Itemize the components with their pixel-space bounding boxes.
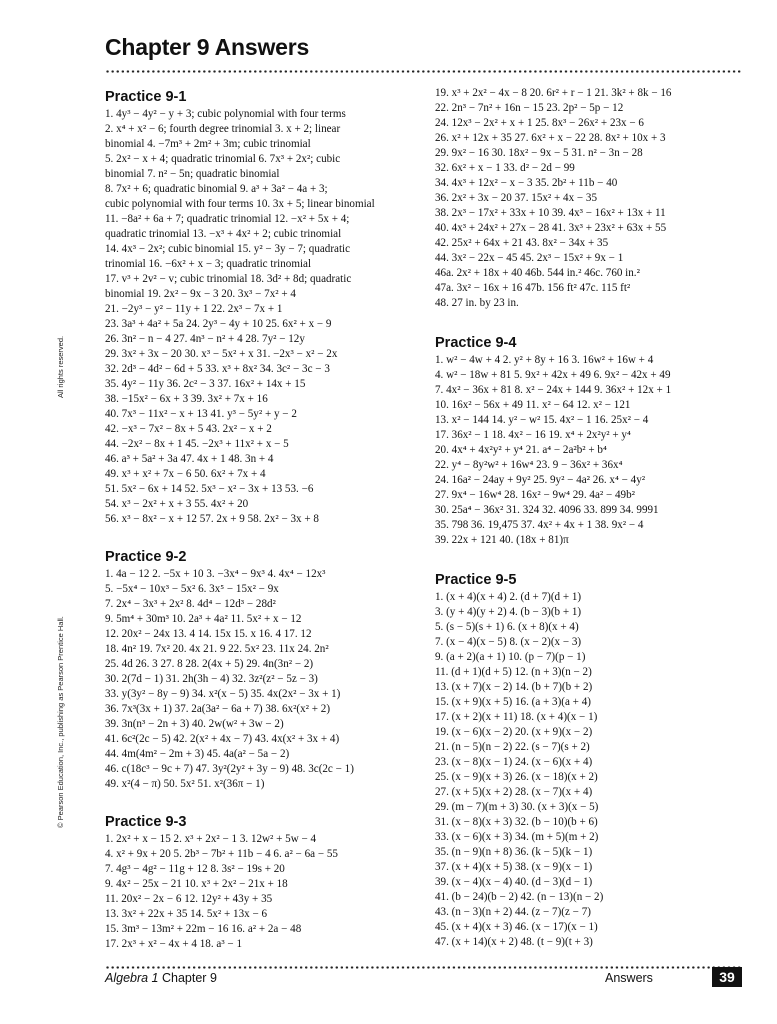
- section-heading: Practice 9-1: [105, 89, 187, 105]
- answer-line: 39. (x − 4)(x − 4) 40. (d − 3)(d − 1): [435, 876, 593, 888]
- answer-line: 11. 20x² − 2x − 6 12. 12y² + 43y + 35: [105, 893, 273, 905]
- answer-line: 35. 4y² − 11y 36. 2c² − 3 37. 16x² + 14x + 15: [105, 378, 306, 390]
- practice-9-4-section: [435, 334, 745, 548]
- answer-line: 11. −8a² + 6a + 7; quadratic trinomial 12. −x² + 5x + 4;: [105, 213, 350, 225]
- answer-line: 27. (x + 5)(x + 2) 28. (x − 7)(x + 4): [435, 786, 593, 798]
- answer-line: 42. −x³ − 7x² − 8x + 5 43. 2x² − x + 2: [105, 423, 272, 435]
- answer-line: 2. x⁴ + x² − 6; fourth degree trinomial 3. x + 2; linear: [105, 123, 341, 135]
- answer-line: 35. (n − 9)(n + 8) 36. (k − 5)(k − 1): [435, 846, 593, 858]
- bottom-dotted-rule: [105, 966, 742, 969]
- section-heading: Practice 9-3: [105, 814, 187, 830]
- answer-line: 1. w² − 4w + 4 2. y² + 8y + 16 3. 16w² + 16w + 4: [435, 354, 654, 366]
- footer-chapter: Chapter 9: [162, 971, 217, 985]
- answer-line: binomial 4. −7m³ + 2m² + 3m; cubic trinomial: [105, 138, 311, 150]
- footer-book-title: Algebra 1: [105, 971, 159, 985]
- answer-line: 31. (x − 8)(x + 3) 32. (b − 10)(b + 6): [435, 816, 598, 828]
- answer-line: 13. 3x² + 22x + 35 14. 5x² + 13x − 6: [105, 908, 268, 920]
- answer-line: 1. 2x² + x − 15 2. x³ + 2x² − 1 3. 12w² + 5w − 4: [105, 833, 317, 845]
- answer-line: 51. 5x² − 6x + 14 52. 5x³ − x² − 3x + 13 53. −6: [105, 483, 314, 495]
- answer-list: [105, 107, 420, 527]
- answer-line: 24. 16a² − 24ay + 9y² 25. 9y² − 4a² 26. x⁴ − 4y²: [435, 474, 646, 486]
- answer-line: 4. x² + 9x + 20 5. 2b³ − 7b² + 11b − 4 6. a² − 6a − 55: [105, 848, 338, 860]
- answer-line: 29. 3x² + 3x − 20 30. x³ − 5x² + x 31. −2x³ − x² − 2x: [105, 348, 338, 360]
- answer-line: 33. (x − 6)(x + 3) 34. (m + 5)(m + 2): [435, 831, 599, 843]
- answer-line: 33. y(3y² − 8y − 9) 34. x²(x − 5) 35. 4x(2x² − 3x + 1): [105, 688, 341, 700]
- top-dotted-rule: [105, 70, 742, 73]
- answer-line: 1. 4a − 12 2. −5x + 10 3. −3x⁴ − 9x³ 4. 4x⁴ − 12x³: [105, 568, 326, 580]
- answer-line: 21. (n − 5)(n − 2) 22. (s − 7)(s + 2): [435, 741, 590, 753]
- answer-line: 1. (x + 4)(x + 4) 2. (d + 7)(d + 1): [435, 591, 582, 603]
- practice-9-2-section: [105, 548, 420, 792]
- right-column: [435, 86, 745, 950]
- answer-line: 39. 3n(n³ − 2n + 3) 40. 2w(w² + 3w − 2): [105, 718, 284, 730]
- answer-list: [435, 86, 745, 311]
- answer-line: 46. c(18c³ − 9c + 7) 47. 3y²(2y² + 3y − 9) 48. 3c(2c − 1): [105, 763, 354, 775]
- answer-line: 54. x³ − 2x² + x + 3 55. 4x² + 20: [105, 498, 249, 510]
- answer-line: 17. v³ + 2v² − v; cubic trinomial 18. 3d² + 8d; quadratic: [105, 273, 352, 285]
- answer-line: 10. 16x² − 56x + 49 11. x² − 64 12. x² − 121: [435, 399, 631, 411]
- footer-book: [105, 971, 217, 985]
- answer-line: 44. 4m(4m² − 2m + 3) 45. 4a(a² − 5a − 2): [105, 748, 290, 760]
- answer-list: [435, 590, 745, 950]
- answer-line: 11. (d + 1)(d + 5) 12. (n + 3)(n − 2): [435, 666, 592, 678]
- answer-line: 3. (y + 4)(y + 2) 4. (b − 3)(b + 1): [435, 606, 582, 618]
- answer-line: 5. −5x⁴ − 10x³ − 5x² 6. 3x⁵ − 15x² − 9x: [105, 583, 279, 595]
- answer-line: 18. 4n² 19. 7x² 20. 4x 21. 9 22. 5x² 23. 11x 24. 2n²: [105, 643, 329, 655]
- answer-line: 9. (a + 2)(a + 1) 10. (p − 7)(p − 1): [435, 651, 586, 663]
- answer-line: 47a. 3x² − 16x + 16 47b. 156 ft² 47c. 115 ft²: [435, 282, 631, 294]
- answer-line: 1. 4y³ − 4y² − y + 3; cubic polynomial with four terms: [105, 108, 346, 120]
- answer-line: 48. 27 in. by 23 in.: [435, 297, 519, 309]
- practice-9-3-continued: [435, 86, 745, 311]
- answer-line: 46. a³ + 5a² + 3a 47. 4x + 1 48. 3n + 4: [105, 453, 274, 465]
- answer-line: 49. x³ + x² + 7x − 6 50. 6x² + 7x + 4: [105, 468, 266, 480]
- answer-line: 7. 2x⁴ − 3x³ + 2x² 8. 4d⁴ − 12d³ − 28d²: [105, 598, 276, 610]
- practice-9-5-section: [435, 571, 745, 950]
- answer-line: 40. 7x³ − 11x² − x + 13 41. y³ − 5y² + y − 2: [105, 408, 297, 420]
- answer-line: 17. 2x³ + x² − 4x + 4 18. a³ − 1: [105, 938, 242, 950]
- answer-line: 46a. 2x² + 18x + 40 46b. 544 in.² 46c. 760 in.²: [435, 267, 640, 279]
- answer-line: 19. (x − 6)(x − 2) 20. (x + 9)(x − 2): [435, 726, 593, 738]
- answer-line: 41. 6c²(2c − 5) 42. 2(x² + 4x − 7) 43. 4x(x² + 3x + 4): [105, 733, 340, 745]
- answer-line: 15. 3m³ − 13m² + 22m − 16 16. a² + 2a − 48: [105, 923, 302, 935]
- answer-line: 29. (m − 7)(m + 3) 30. (x + 3)(x − 5): [435, 801, 599, 813]
- left-column: [105, 88, 420, 952]
- answer-line: trinomial 16. −6x² + x − 3; quadratic trinomial: [105, 258, 312, 270]
- answer-line: binomial 19. 2x² − 9x − 3 20. 3x³ − 7x² + 4: [105, 288, 296, 300]
- answer-list: [105, 832, 420, 952]
- answer-line: 8. 7x² + 6; quadratic binomial 9. a³ + 3a² − 4a + 3;: [105, 183, 328, 195]
- answer-line: 32. 2d³ − 4d² − 6d + 5 33. x³ + 8x² 34. 3c² − 3c − 3: [105, 363, 330, 375]
- answer-line: 14. 4x³ − 2x²; cubic binomial 15. y² − 3y − 7; quadratic: [105, 243, 351, 255]
- answer-line: quadratic trinomial 13. −x³ + 4x² + 2; cubic trinomial: [105, 228, 342, 240]
- answer-line: cubic polynomial with four terms 10. 3x + 5; linear binomial: [105, 198, 375, 210]
- answer-line: 17. (x + 2)(x + 11) 18. (x + 4)(x − 1): [435, 711, 598, 723]
- answer-line: 25. 4d 26. 3 27. 8 28. 2(4x + 5) 29. 4n(3n² − 2): [105, 658, 314, 670]
- answer-line: 39. 22x + 121 40. (18x + 81)π: [435, 534, 569, 546]
- answer-line: 44. 3x² − 22x − 45 45. 2x³ − 15x² + 9x − 1: [435, 252, 624, 264]
- practice-9-1-section: [105, 88, 420, 527]
- answer-line: 12. 20x² − 24x 13. 4 14. 15x 15. x 16. 4 17. 12: [105, 628, 312, 640]
- answer-line: 30. 2(7d − 1) 31. 2h(3h − 4) 32. 3z²(z² − 5z − 3): [105, 673, 318, 685]
- answer-line: 21. −2y³ − y² − 11y + 1 22. 2x³ − 7x + 1: [105, 303, 283, 315]
- answer-line: 17. 36x² − 1 18. 4x² − 16 19. x⁴ + 2x²y² + y⁴: [435, 429, 631, 441]
- answer-line: 5. 2x² − x + 4; quadratic trinomial 6. 7x³ + 2x²; cubic: [105, 153, 341, 165]
- answer-line: 34. 4x³ + 12x² − x − 3 35. 2b² + 11b − 40: [435, 177, 618, 189]
- answer-line: 36. 7x³(3x + 1) 37. 2a(3a² − 6a + 7) 38. 6x²(x² + 2): [105, 703, 331, 715]
- answer-line: 35. 798 36. 19,475 37. 4x² + 4x + 1 38. 9x² − 4: [435, 519, 644, 531]
- answer-line: 45. (x + 4)(x + 3) 46. (x − 17)(x − 1): [435, 921, 598, 933]
- answer-list: [105, 567, 420, 792]
- answer-line: 9. 5m⁴ + 30m³ 10. 2a³ + 4a² 11. 5x² + x − 12: [105, 613, 302, 625]
- answer-line: 38. −15x² − 6x + 3 39. 3x² + 7x + 16: [105, 393, 268, 405]
- answer-line: 24. 12x³ − 2x² + x + 1 25. 8x³ − 26x² + 23x − 6: [435, 117, 644, 129]
- footer-section: Answers: [605, 971, 653, 985]
- answer-line: binomial 7. n² − 5n; quadratic binomial: [105, 168, 280, 180]
- answer-line: 13. x² − 144 14. y² − w² 15. 4x² − 1 16. 25x² − 4: [435, 414, 649, 426]
- answer-line: 40. 4x³ + 24x² + 27x − 28 41. 3x³ + 23x² + 63x + 55: [435, 222, 667, 234]
- section-heading: Practice 9-5: [435, 572, 517, 588]
- answer-line: 36. 2x² + 3x − 20 37. 15x² + 4x − 35: [435, 192, 598, 204]
- answer-line: 56. x³ − 8x² − x + 12 57. 2x + 9 58. 2x² − 3x + 8: [105, 513, 319, 525]
- answer-line: 47. (x + 14)(x + 2) 48. (t − 9)(t + 3): [435, 936, 593, 948]
- answer-line: 37. (x + 4)(x + 5) 38. (x − 9)(x − 1): [435, 861, 593, 873]
- answer-line: 9. 4x² − 25x − 21 10. x³ + 2x² − 21x + 18: [105, 878, 288, 890]
- answer-line: 25. (x − 9)(x + 3) 26. (x − 18)(x + 2): [435, 771, 598, 783]
- rights-note: All rights reserved.: [56, 335, 65, 398]
- answer-line: 27. 9x⁴ − 16w⁴ 28. 16x² − 9w⁴ 29. 4a² − 49b²: [435, 489, 635, 501]
- answer-line: 7. (x − 4)(x − 5) 8. (x − 2)(x − 3): [435, 636, 582, 648]
- answer-list: [435, 353, 745, 548]
- section-heading: Practice 9-4: [435, 335, 517, 351]
- answer-line: 49. x²(4 − π) 50. 5x² 51. x²(36π − 1): [105, 778, 265, 790]
- answer-line: 38. 2x³ − 17x² + 33x + 10 39. 4x³ − 16x² + 13x + 11: [435, 207, 666, 219]
- answer-line: 44. −2x² − 8x + 1 45. −2x³ + 11x² + x − 5: [105, 438, 289, 450]
- answer-line: 30. 25a⁴ − 36x² 31. 324 32. 4096 33. 899 34. 9991: [435, 504, 659, 516]
- practice-9-3-section: [105, 813, 420, 952]
- page-title: Chapter 9 Answers: [105, 34, 310, 60]
- answer-line: 19. x³ + 2x² − 4x − 8 20. 6r² + r − 1 21. 3k² + 8k − 16: [435, 87, 672, 99]
- answer-line: 43. (n − 3)(n + 2) 44. (z − 7)(z − 7): [435, 906, 591, 918]
- answer-line: 29. 9x² − 16 30. 18x² − 9x − 5 31. n² − 3n − 28: [435, 147, 643, 159]
- answer-line: 41. (b − 24)(b − 2) 42. (n − 13)(n − 2): [435, 891, 604, 903]
- answer-line: 22. 2n³ − 7n² + 16n − 15 23. 2p² − 5p − 12: [435, 102, 624, 114]
- answer-line: 26. x² + 12x + 35 27. 6x² + x − 22 28. 8x² + 10x + 3: [435, 132, 666, 144]
- answer-line: 13. (x + 7)(x − 2) 14. (b + 7)(b + 2): [435, 681, 593, 693]
- answer-line: 20. 4x⁴ + 4x²y² + y⁴ 21. a⁴ − 2a²b² + b⁴: [435, 444, 607, 456]
- answer-line: 7. 4g³ − 4g² − 11g + 12 8. 3s² − 19s + 20: [105, 863, 285, 875]
- answer-line: 4. w² − 18w + 81 5. 9x² + 42x + 49 6. 9x² − 42x + 49: [435, 369, 671, 381]
- answer-line: 22. y⁴ − 8y²w² + 16w⁴ 23. 9 − 36x² + 36x⁴: [435, 459, 623, 471]
- answer-line: 23. (x − 8)(x − 1) 24. (x − 6)(x + 4): [435, 756, 593, 768]
- page-number: 39: [712, 967, 742, 987]
- answer-line: 26. 3n² − n − 4 27. 4n³ − n² + 4 28. 7y² − 12y: [105, 333, 305, 345]
- answer-line: 42. 25x² + 64x + 21 43. 8x² − 34x + 35: [435, 237, 609, 249]
- answer-line: 7. 4x² − 36x + 81 8. x² − 24x + 144 9. 36x² + 12x + 1: [435, 384, 672, 396]
- section-heading: Practice 9-2: [105, 549, 187, 565]
- answer-line: 23. 3a³ + 4a² + 5a 24. 2y³ − 4y + 10 25. 6x² + x − 9: [105, 318, 332, 330]
- copyright-note: © Pearson Education, Inc., publishing as Pearson Prentice Hall.: [56, 616, 65, 828]
- answer-line: 32. 6x² + x − 1 33. d² − 2d − 99: [435, 162, 575, 174]
- answer-line: 5. (s − 5)(s + 1) 6. (x + 8)(x + 4): [435, 621, 579, 633]
- answer-line: 15. (x + 9)(x + 5) 16. (a + 3)(a + 4): [435, 696, 591, 708]
